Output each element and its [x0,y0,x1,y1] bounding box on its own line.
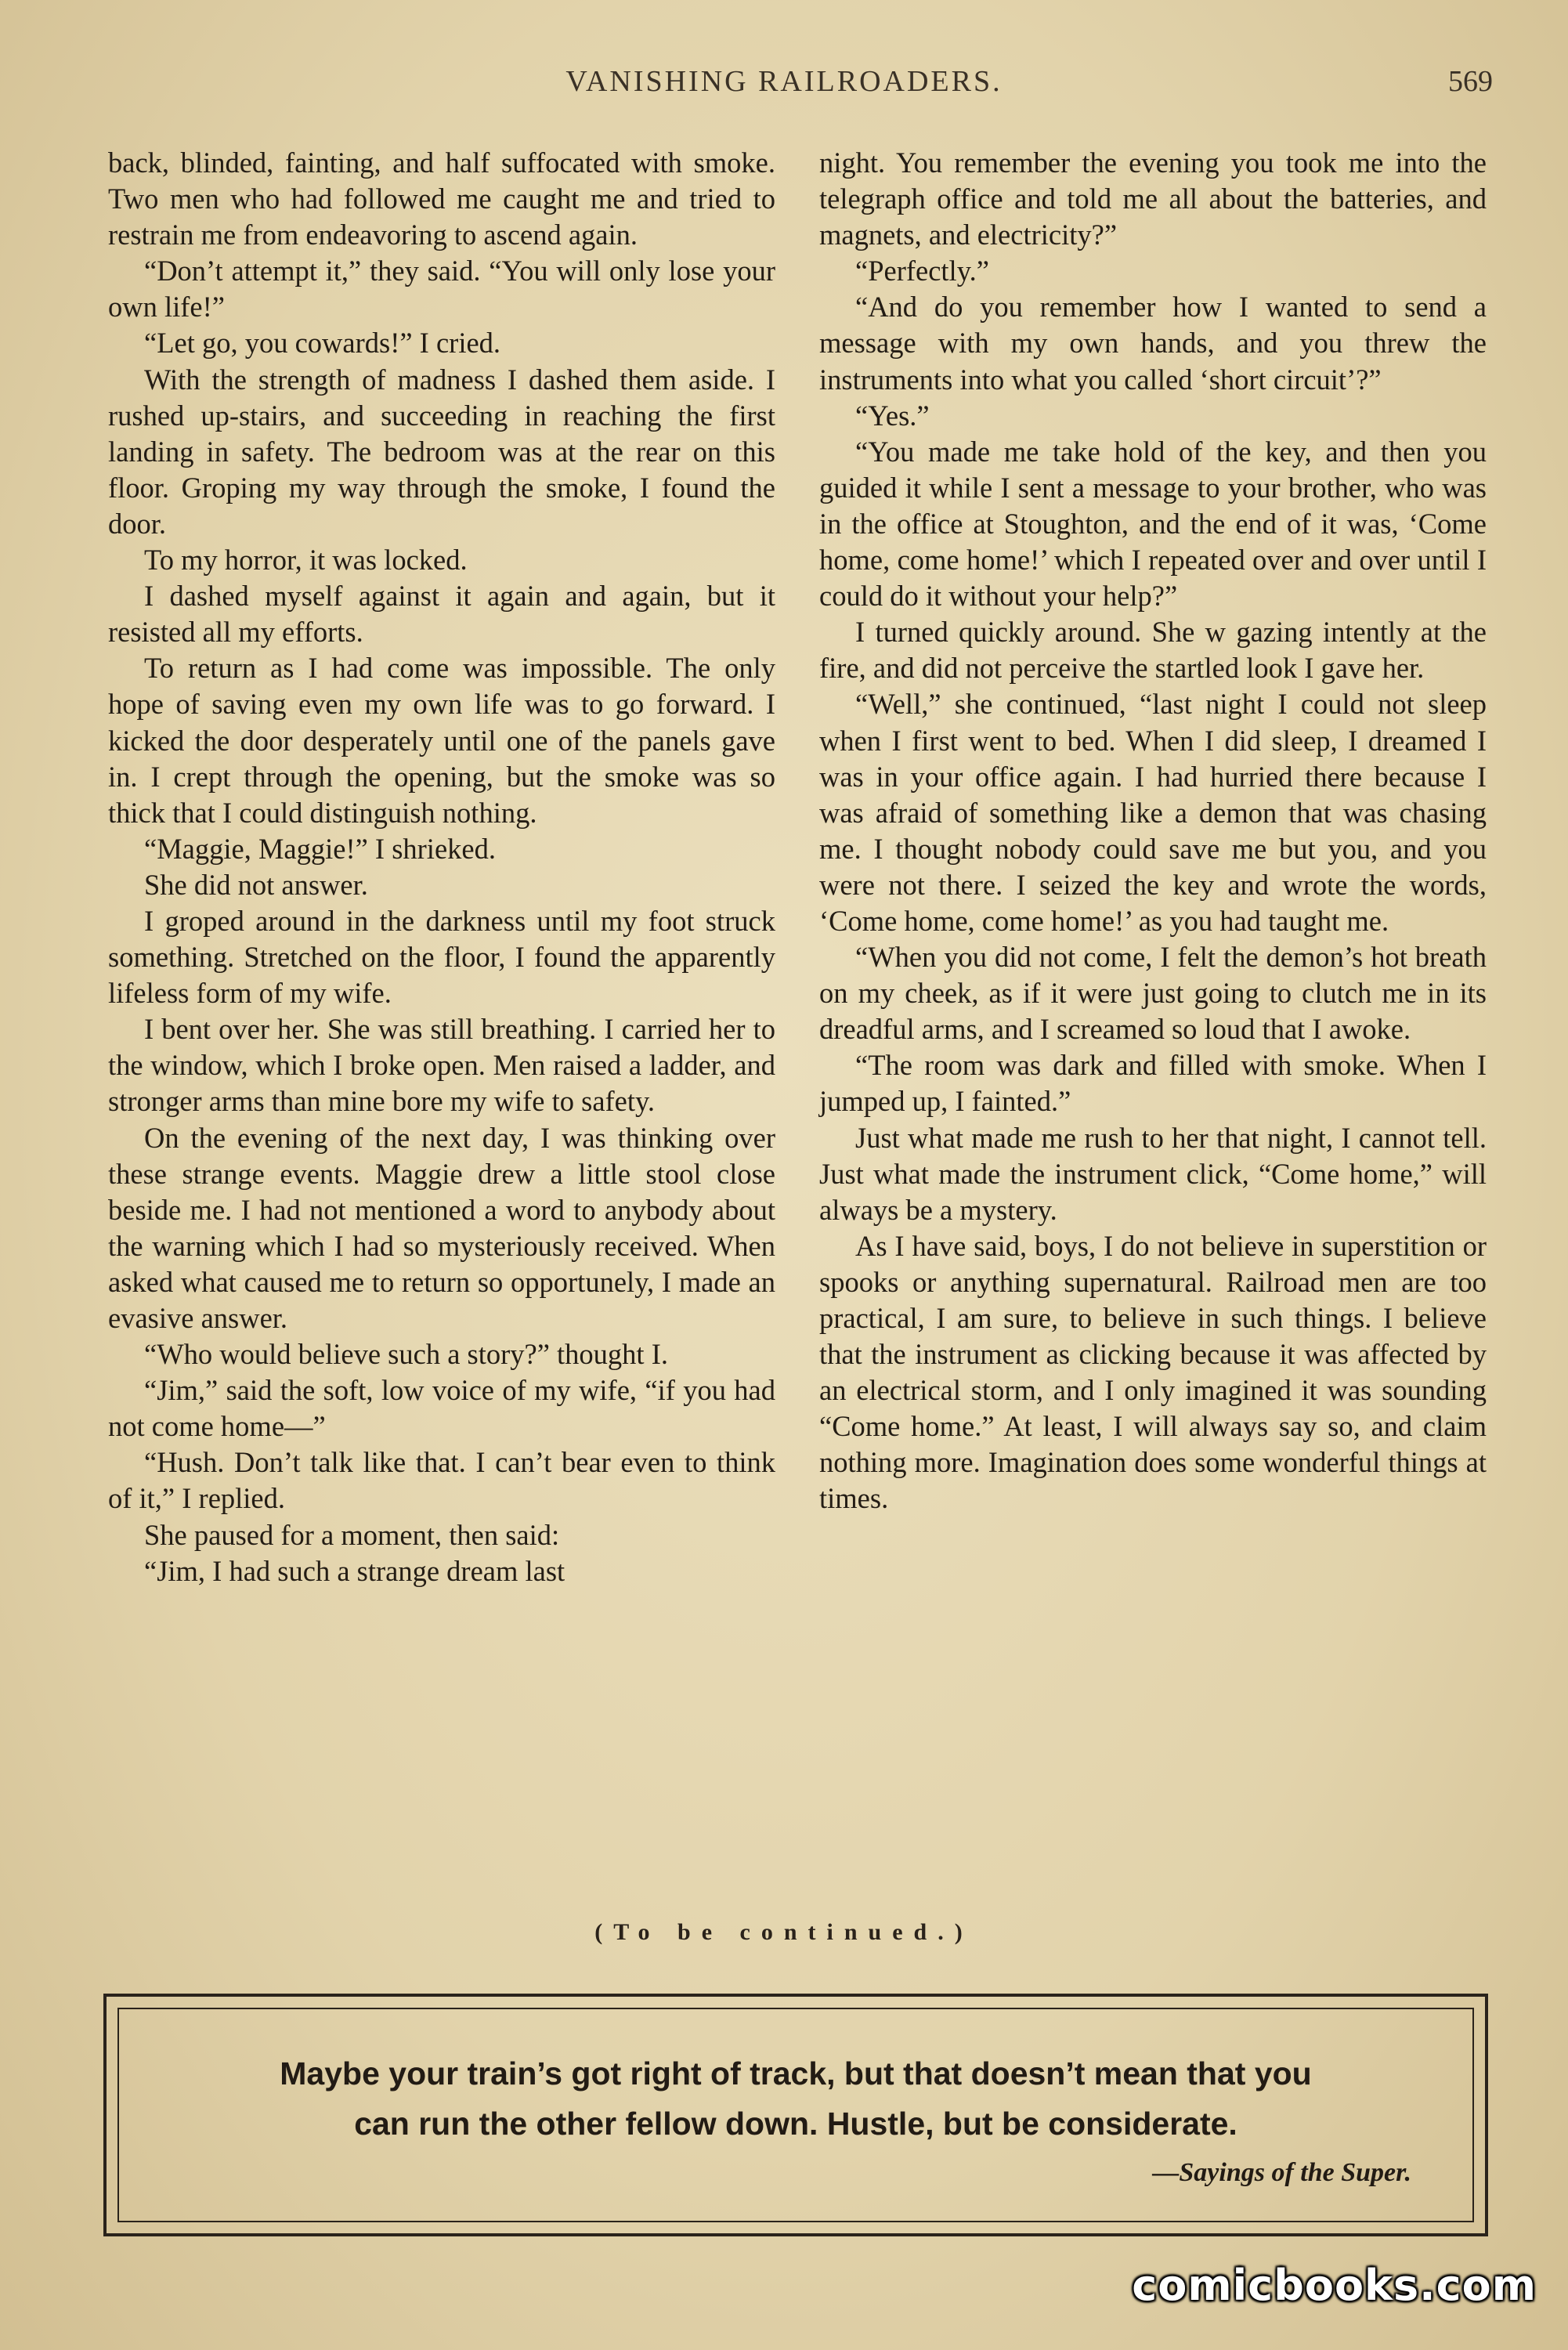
paragraph: She paused for a moment, then said: [144,1518,560,1551]
paragraph: “Hush. Don’t talk like that. I can’t bear even to think of it,” I replied. [108,1446,775,1515]
paragraph: With the strength of madness I dashed them aside. I rushed up-stairs, and succeeding in reaching the first landing in safety. The bedroom was at the rear on this floor. Groping my way through the smoke, I found the door. [108,363,775,540]
running-title: VANISHING RAILROADERS. [565,65,1003,98]
paragraph: “Perfectly.” [855,255,989,287]
quote-box [103,1994,1488,2236]
paragraph: “Well,” she continued, “last night I could not sleep when I first went to bed. When I did sleep, I dreamed I was in your office again. I had hurried there because I was afraid of something like a demon that was chasing me. I thought nobody could save me but you, and you were not there. I seized the key and wrote the words, ‘Come home, come home!’ as you had taught me. [819,688,1487,937]
paragraph: “When you did not come, I felt the demon’s hot breath on my cheek, as if it were just going to clutch me in its dreadful arms, and I screamed so loud that I awoke. [819,941,1487,1046]
paragraph: I bent over her. She was still breathing. I carried her to the window, which I broke open. Men raised a ladder, and stronger arms than mine bore my wife to safety. [108,1013,775,1118]
paragraph: “Jim, I had such a strange dream last [144,1554,565,1587]
paragraph: night. You remember the evening you took me into the telegraph office and told me all about the batteries, and magnets, and electricity?” [819,146,1487,251]
paragraph: I turned quickly around. She w gazing intently at the fire, and did not perceive the startled look I gave her. [819,616,1487,685]
right-column [819,145,1487,1517]
paragraph: “And do you remember how I wanted to send a message with my own hands, and you threw the instruments into what you called ‘short circuit’?” [819,291,1487,396]
quote-line-1: Maybe your train’s got right of track, but that doesn’t mean that you [280,2055,1312,2092]
paragraph: “Who would believe such a story?” thought I. [144,1338,668,1371]
paragraph: Just what made me rush to her that night, I cannot tell. Just what made the instrument click, “Come home,” will always be a mystery. [819,1121,1487,1226]
paragraph: To return as I had come was impossible. The only hope of saving even my own life was to go forward. I kicked the door desperately until one of the panels gave in. I crept through the opening, but the smoke was so thick that I could distinguish nothing. [108,652,775,829]
quote-line-2: can run the other fellow down. Hustle, but be considerate. [354,2106,1237,2142]
page-number: 569 [1448,65,1493,98]
quote-inner-border [117,2008,1474,2222]
paragraph: “The room was dark and filled with smoke. When I jumped up, I fainted.” [819,1049,1487,1118]
paragraph: “Don’t attempt it,” they said. “You will only lose your own life!” [108,255,775,324]
paragraph: “Jim,” said the soft, low voice of my wife, “if you had not come home—” [108,1374,775,1443]
left-column [108,145,775,1589]
paragraph: To my horror, it was locked. [144,544,468,577]
running-head [0,64,1568,111]
paragraph: “Yes.” [855,399,930,432]
paragraph: On the evening of the next day, I was thinking over these strange events. Maggie drew a little stool close beside me. I had not mentioned a word to anybody about the warning which I had so mysteriously received. When asked what caused me to return so opportunely, I made an evasive answer. [108,1121,775,1334]
quote-text [119,2048,1472,2149]
paragraph: “You made me take hold of the key, and then you guided it while I sent a message to your brother, who was in the office at Stoughton, and the end of it was, ‘Come home, come home!’ which I repeated over and over until I could do it without your help?” [819,435,1487,613]
paragraph: As I have said, boys, I do not believe in superstition or spooks or anything supernatural. Railroad men are too practical, I am sure, to believe in such things. I believe that the instrument as clicking because it was affected by an electrical storm, and I only imagined it was sounding “Come home.” At least, I will always say so, and claim nothing more. Imagination does some wonderful things at times. [819,1229,1487,1515]
paragraph: She did not answer. [144,868,368,901]
paragraph: I groped around in the darkness until my foot struck something. Stretched on the floor, I found the apparently lifeless form of my wife. [108,904,775,1010]
paragraph: back, blinded, fainting, and half suffocated with smoke. Two men who had followed me caught me and tried to restrain me from endeavoring to ascend again. [108,146,775,251]
quote-source: —Sayings of the Super. [1152,2158,1411,2187]
watermark-logo: comicbooks.com [1132,2261,1537,2310]
paragraph: “Maggie, Maggie!” I shrieked. [144,832,496,865]
continued-note: (To be continued.) [594,1919,974,1945]
paragraph: “Let go, you cowards!” I cried. [144,327,501,360]
paragraph: I dashed myself against it again and again, but it resisted all my efforts. [108,580,775,649]
